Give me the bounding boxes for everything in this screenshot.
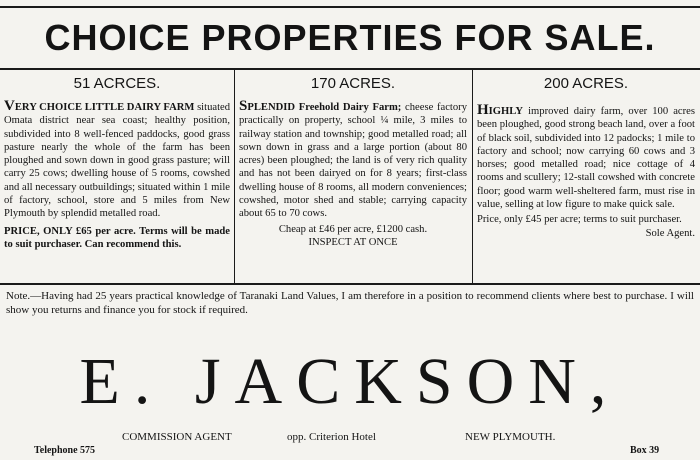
listing-price	[4, 225, 230, 252]
columns-bottom-rule	[0, 283, 700, 285]
agent-location: opp. Criterion Hotel	[287, 431, 376, 443]
page-title: CHOICE PROPERTIES FOR SALE.	[44, 17, 656, 58]
column-divider-2	[472, 70, 473, 283]
agent-town: NEW PLYMOUTH.	[465, 431, 556, 443]
headline-bottom-rule	[0, 68, 700, 70]
drop-cap: H	[477, 102, 489, 118]
listing-170-acres	[239, 74, 467, 282]
top-rule	[0, 6, 700, 8]
listing-heading: 200 ACRES.	[543, 75, 629, 92]
listing-price	[239, 223, 467, 250]
sole-agent-note: Sole Agent.	[645, 227, 695, 239]
drop-cap: S	[239, 98, 248, 114]
listing-agent-line	[477, 227, 695, 240]
telephone-number: Telephone 575	[34, 445, 96, 456]
listing-200-acres	[477, 74, 695, 282]
listing-price	[477, 213, 695, 240]
listing-lead: PLENDID Freehold Dairy Farm;	[247, 102, 402, 113]
listing-heading: 51 ACRCES.	[73, 75, 161, 92]
column-divider-1	[234, 70, 235, 283]
listing-heading: 170 ACRES.	[310, 75, 396, 92]
agent-name: E. JACKSON,	[79, 345, 621, 418]
listing-price-text: Cheap at £46 per acre, £1200 cash.	[278, 223, 428, 235]
listing-description	[4, 100, 230, 221]
listing-lead: ERY CHOICE LITTLE DAIRY FARM	[14, 102, 195, 113]
agent-note: Note.—Having had 25 years practical knowledge of Taranaki Land Values, I am therefore in a position to recommend clients where best to purchase. I will show you returns and finance you for stock if required.	[6, 290, 694, 316]
listing-text: cheese factory practically on property, school ¼ mile, 3 miles to railway station and township; good metalled road; all sown down in grass and a large portion (about 80 acres) been ploughed; the land is of very rich quality and has not been dairyed on for 8 years; first-class dwelling house of 8 rooms, all modern conveniences; cowshed, motor shed and stable; carrying capacity about 65 to 70 cows.	[239, 102, 467, 220]
listing-51-acres	[4, 74, 230, 282]
box-number: Box 39	[630, 445, 660, 456]
listing-text: situated Omata district near sea coast; healthy position, subdivided into 8 well-fenced paddocks, good grass pasture nearly the whole of the farm has been ploughed and sown down in good grass pasture; will carry 25 cows; dwelling house of 5 rooms, cowshed and all necessary outbuildings; situated within 1 mile of factory, school, store and 5 miles from New Plymouth by splendid metalled road.	[4, 102, 231, 220]
listing-text: improved dairy farm, over 100 acres been ploughed, good strong beach land, over a foot of black soil, subdivided into 12 padocks; 1 mile to factory and school; now carrying 60 cows and 3 horses; good metalled road; nice cottage of 4 rooms and scullery; 12-stall cowshed with concrete floor; good warm well-sheltered farm, must rise in value, selling at low figure to make quick sale.	[477, 106, 695, 211]
listing-cta: INSPECT AT ONCE	[308, 236, 398, 248]
listing-description	[239, 100, 467, 221]
listing-price-text: PRICE, ONLY £65 per acre. Terms will be made to suit purchaser. Can recommend this.	[4, 225, 230, 250]
listing-description	[477, 104, 695, 211]
agent-title: COMMISSION AGENT	[122, 431, 232, 443]
drop-cap: V	[4, 98, 15, 114]
listing-price-text: Price, only £45 per acre; terms to suit purchaser.	[477, 214, 682, 226]
listing-lead: IGHLY	[488, 106, 524, 117]
